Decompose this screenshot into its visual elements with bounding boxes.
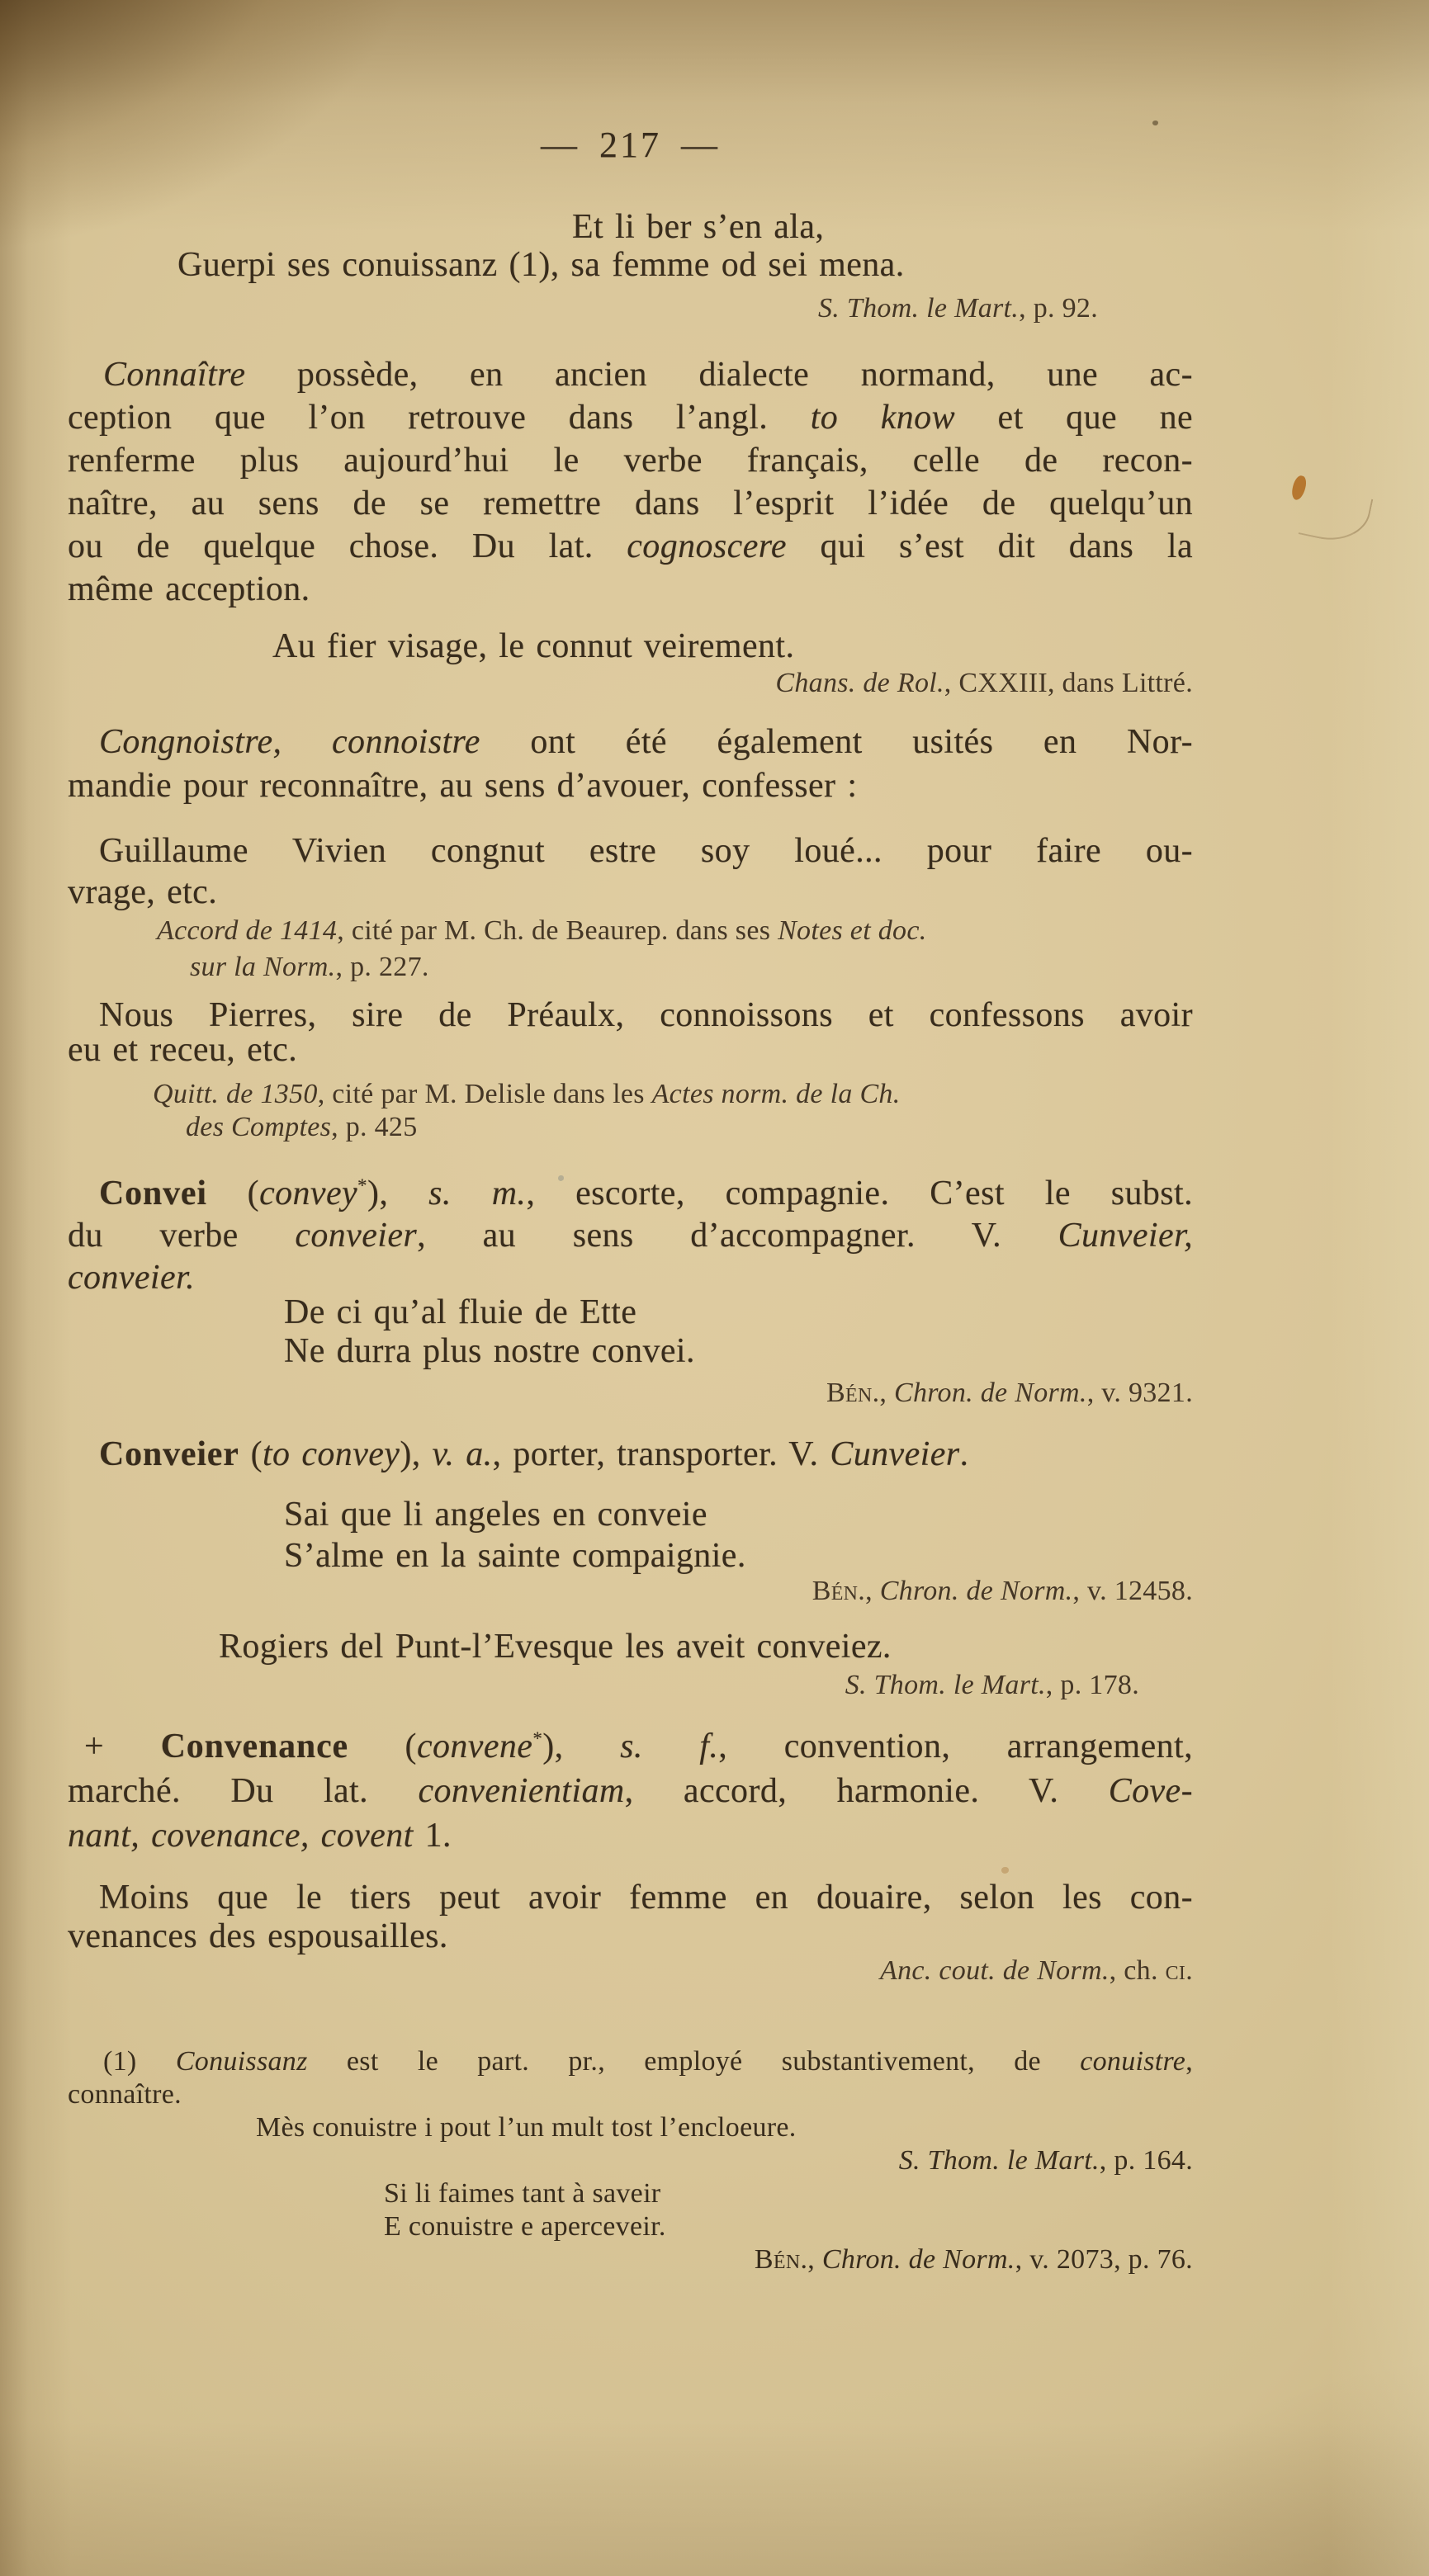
text-run: , au sens d’accompagner. V. xyxy=(417,1217,1058,1255)
text-line xyxy=(68,721,1193,764)
verse-line: S’alme en la sainte compaignie. xyxy=(284,1537,746,1575)
text-line: renferme plus aujourd’hui le verbe français, celle de recon- xyxy=(68,442,1193,480)
citation-title: Chron. de Norm. xyxy=(894,1378,1087,1408)
text-run-italic: Conuissanz xyxy=(175,2046,308,2077)
text-run: ou de quelque chose. Du lat. xyxy=(68,527,627,565)
citation-rest: , v. 9321. xyxy=(1086,1378,1193,1408)
text-run: ( xyxy=(239,1435,263,1473)
citation-source xyxy=(68,665,1193,702)
citation-source xyxy=(68,1953,1193,1989)
text-line xyxy=(68,525,1193,568)
citation-rest: , CXXIII, dans Littré. xyxy=(944,668,1193,698)
verse-line: Sai que li angeles en conveie xyxy=(284,1496,707,1534)
text-run: , escorte, compagnie. C’est le subst. xyxy=(526,1175,1194,1212)
quotation-verse xyxy=(68,1494,1193,1576)
verse-line: Guerpi ses conuissanz (1), sa femme od sei mena. xyxy=(177,246,905,284)
citation-source xyxy=(68,2243,1193,2276)
text-run: ( xyxy=(206,1175,260,1212)
citation-author: Bén. xyxy=(826,1378,880,1408)
asterisk-mark: * xyxy=(532,1728,543,1749)
cross-reference: nant, covenance, covent xyxy=(68,1817,414,1855)
citation-title: Accord de 1414 xyxy=(157,915,338,946)
text-run: , accord, harmonie. V. xyxy=(624,1772,1109,1810)
entry-convenance xyxy=(68,1724,1193,1858)
citation-title: Chron. de Norm. xyxy=(879,1576,1073,1606)
citation-line xyxy=(68,913,1193,949)
quote-line: venances des espousailles. xyxy=(68,1917,448,1955)
citation-title: Anc. cout. de Norm. xyxy=(880,1955,1110,1986)
text-run: ), xyxy=(367,1175,429,1212)
citation-title: Notes et doc. xyxy=(778,915,927,946)
pronunciation: to convey xyxy=(262,1435,400,1473)
citation-rest: . xyxy=(1185,1955,1193,1986)
citation-rest: , xyxy=(879,1378,894,1408)
entry-connaitre xyxy=(68,353,1193,611)
pronunciation: convene xyxy=(416,1728,533,1765)
entry-convei xyxy=(68,1173,1193,1299)
footnote xyxy=(68,2045,1193,2276)
citation-title: S. Thom. le Mart. xyxy=(845,1670,1046,1700)
quotation xyxy=(68,998,1193,1067)
part-of-speech: s. m. xyxy=(428,1175,527,1212)
text-run: ), xyxy=(400,1435,433,1473)
citation-rest: , xyxy=(865,1576,880,1606)
headword-convenance: Convenance xyxy=(160,1728,348,1765)
text-line: mandie pour reconnaître, au sens d’avouer, confesser : xyxy=(68,767,858,805)
citation-source xyxy=(68,1573,1193,1609)
text-run: , xyxy=(1185,2046,1193,2077)
citation-source xyxy=(68,1078,1193,1144)
footnote-verse-line: E conuistre e aperceveir. xyxy=(384,2211,666,2242)
citation-rest: , xyxy=(807,2244,822,2275)
quotation xyxy=(68,830,1193,913)
text-line xyxy=(68,1769,1193,1813)
text-run-italic: to know xyxy=(810,399,955,437)
quote-line: vrage, etc. xyxy=(68,873,218,911)
pronunciation: convey xyxy=(259,1175,358,1212)
ink-speck xyxy=(1001,1867,1009,1874)
citation-title: Chron. de Norm. xyxy=(821,2244,1015,2275)
text-run: est le part. pr., employé substantivement, de xyxy=(307,2046,1081,2077)
text-line xyxy=(68,353,1193,396)
cross-reference: Cove- xyxy=(1108,1772,1193,1810)
citation-author: Bén. xyxy=(812,1576,866,1606)
citation-title: S. Thom. le Mart. xyxy=(817,293,1020,324)
text-line: naître, au sens de se remettre dans l’esprit l’idée de quelqu’un xyxy=(68,484,1193,522)
text-run: . xyxy=(959,1435,969,1473)
quote-line: Moins que le tiers peut avoir femme en douaire, selon les con- xyxy=(99,1879,1193,1917)
fiber-thread-mark xyxy=(1299,485,1374,547)
footnote-line: connaître. xyxy=(68,2079,182,2110)
headword-convei: Convei xyxy=(99,1175,207,1212)
citation-source xyxy=(68,1667,1193,1704)
footnote-marker: (1) xyxy=(103,2046,176,2077)
quote-line: eu et receu, etc. xyxy=(68,1031,298,1069)
text-run-italic: convenientiam xyxy=(418,1772,625,1810)
text-run: du verbe xyxy=(68,1217,296,1255)
quote-line: Guillaume Vivien congnut estre soy loué... pour faire ou- xyxy=(99,832,1193,870)
citation-title: des Comptes xyxy=(186,1112,332,1142)
citation-line xyxy=(68,1111,1193,1144)
cross-reference: conveier. xyxy=(68,1259,196,1297)
entry-conveier xyxy=(68,1433,1193,1476)
text-run: 1. xyxy=(413,1817,452,1855)
footnote-line xyxy=(68,2045,1193,2078)
plus-cross-mark: + xyxy=(84,1728,161,1765)
quote-line: Au fier visage, le connut veirement. xyxy=(272,627,795,665)
citation-line xyxy=(68,1078,1193,1111)
text-line xyxy=(68,1433,1193,1476)
headword-conveier: Conveier xyxy=(99,1435,239,1473)
quote-line: Nous Pierres, sire de Préaulx, connoissons et confessons avoir xyxy=(99,996,1193,1034)
text-run: , porter, transporter. V. xyxy=(492,1435,830,1473)
citation-rest: , p. 92. xyxy=(1019,293,1098,324)
quotation xyxy=(68,1879,1193,1956)
text-line xyxy=(68,1215,1193,1257)
entry-congnoistre xyxy=(68,721,1193,808)
verse-line: Et li ber s’en ala, xyxy=(572,208,825,246)
page-number xyxy=(68,124,1193,167)
verse-line: Ne durra plus nostre convei. xyxy=(284,1332,695,1370)
citation-rest: , v. 12458. xyxy=(1072,1576,1193,1606)
verse-line: De ci qu’al fluie de Ette xyxy=(284,1293,637,1331)
text-line: même acception. xyxy=(68,570,310,608)
citation-title: sur la Norm. xyxy=(190,952,336,982)
citation-source xyxy=(68,1375,1193,1411)
page-number-text: — 217 — xyxy=(541,125,720,165)
text-run-italic: cognoscere xyxy=(627,527,787,565)
chapter-numeral: ci xyxy=(1165,1955,1186,1986)
citation-rest: , p. 178. xyxy=(1045,1670,1139,1700)
text-line xyxy=(68,1724,1193,1769)
text-run: marché. Du lat. xyxy=(68,1772,419,1810)
text-run: ), xyxy=(542,1728,621,1765)
quote-line: Rogiers del Punt-l’Evesque les aveit conveiez. xyxy=(219,1628,892,1666)
citation-title: Quitt. de 1350 xyxy=(153,1079,318,1109)
entry-word: Connaître xyxy=(103,356,246,394)
citation-author: Bén. xyxy=(754,2244,808,2275)
citation-rest: , cité par M. Ch. de Beaurep. dans ses xyxy=(337,915,778,946)
text-run: et que ne xyxy=(955,399,1194,437)
text-run: ont été également usités en Nor- xyxy=(480,723,1194,761)
citation-rest: , p. 227. xyxy=(335,952,429,982)
citation-title: S. Thom. le Mart. xyxy=(898,2145,1100,2176)
citation-rest: , p. 425 xyxy=(331,1112,418,1142)
quotation xyxy=(68,625,1193,668)
text-run-italic: conveier xyxy=(295,1217,418,1255)
text-run: possède, en ancien dialecte normand, une ac- xyxy=(245,356,1193,394)
text-run: ception que l’on retrouve dans l’angl. xyxy=(68,399,811,437)
footnote-verse-line: Si li faimes tant à saveir xyxy=(384,2178,661,2209)
epigraph-verse xyxy=(68,208,1193,284)
citation-rest: , p. 164. xyxy=(1099,2145,1193,2176)
text-run: ( xyxy=(348,1728,417,1765)
citation-source xyxy=(68,913,1193,985)
citation-rest: , cité par M. Delisle dans les xyxy=(317,1079,652,1109)
part-of-speech: v. a. xyxy=(432,1435,493,1473)
citation-rest: , ch. xyxy=(1109,1955,1166,1986)
cross-reference: Cunveier xyxy=(830,1435,960,1473)
asterisk-mark: * xyxy=(357,1175,367,1196)
quotation-verse xyxy=(68,1293,1193,1371)
text-run: qui s’est dit dans la xyxy=(786,527,1193,565)
citation-title: Actes norm. de la Ch. xyxy=(651,1079,901,1109)
quotation xyxy=(68,1625,1193,1668)
text-run-italic: conuistre xyxy=(1080,2046,1186,2077)
cross-reference: Cunveier, xyxy=(1058,1217,1193,1255)
citation-line xyxy=(68,949,1193,985)
text-line xyxy=(68,1173,1193,1215)
citation-source xyxy=(68,2144,1193,2177)
citation-source xyxy=(68,291,1193,327)
text-line xyxy=(68,396,1193,439)
citation-title: Chans. de Rol. xyxy=(775,668,944,698)
entry-word: Congnoistre, connoistre xyxy=(99,723,480,761)
text-run: , convention, arrangement, xyxy=(718,1728,1193,1765)
citation-rest: , v. 2073, p. 76. xyxy=(1015,2244,1193,2275)
footnote-quote-line: Mès conuistre i pout l’un mult tost l’encloeure. xyxy=(256,2112,797,2143)
text-line xyxy=(68,1813,1193,1858)
part-of-speech: s. f. xyxy=(620,1728,719,1765)
